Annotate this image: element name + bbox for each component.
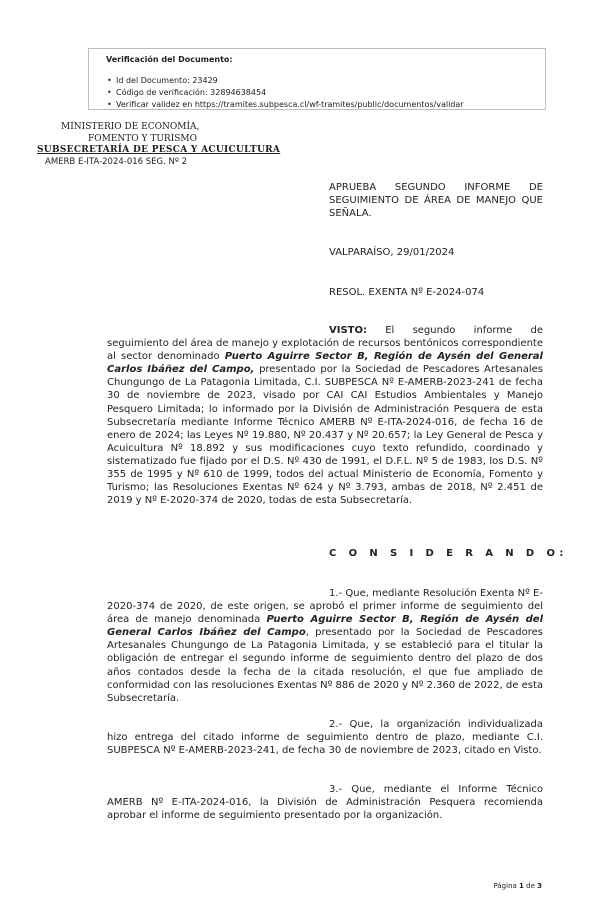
verification-code: • Código de verificación: 32894638454 bbox=[106, 87, 545, 99]
considerando-2-text: 2.- Que, la organización individualizada hizo entrega del citado informe de seguimiento dentro de plazo, mediante C.I. SUBPESCA Nº E-AMERB-2023-241, de fecha 30 de noviembre de 2023, citado en Visto. bbox=[107, 719, 543, 757]
page-number: 1 bbox=[519, 882, 524, 890]
page-footer bbox=[493, 882, 542, 890]
considerando-2 bbox=[107, 718, 543, 757]
document-date: VALPARAÍSO, 29/01/2024 bbox=[329, 247, 455, 258]
visto-text-1: El segundo informe de seguimiento del área de manejo y explotación de recursos bentónicos correspondiente al sector denominado bbox=[107, 325, 543, 363]
considerando-3-text: 3.- Que, mediante el Informe Técnico AMERB Nº E-ITA-2024-016, la División de Administración Pesquera recomienda aprobar el informe de seguimiento presentado por la organización. bbox=[107, 784, 543, 822]
verification-document-id: • Id del Documento: 23429 bbox=[106, 75, 545, 87]
considerando-1-area-name: Puerto Aguirre Sector B, Región de Aysén del General Carlos Ibáñez del Campo bbox=[107, 614, 543, 639]
total-pages: 3 bbox=[537, 882, 542, 890]
verification-url[interactable]: • Verificar validez en https://tramites.subpesca.cl/wf-tramites/public/documentos/validar bbox=[106, 99, 545, 110]
approval-summary: APRUEBA SEGUNDO INFORME DE SEGUIMIENTO DE ÁREA DE MANEJO QUE SEÑALA. bbox=[329, 182, 543, 219]
resolution-number: RESOL. EXENTA Nº E-2024-074 bbox=[329, 287, 485, 298]
considerando-1-text-2: , presentado por la Sociedad de Pescadores Artesanales Chungungo de La Patagonia Limitada, y se estableció para el titular la obligación de entregar el segundo informe de seguimiento dentro del plazo de dos años contados desde la fecha de la citada resolución, el que fue ampliado de conformidad con las resoluciones Exentas Nº 886 de 2020 y Nº 2.360 de 2022, de esta Subsecretaría. bbox=[107, 627, 543, 704]
ministry-name-line1: MINISTERIO DE ECONOMÍA, bbox=[61, 122, 200, 132]
page-word: Página bbox=[493, 882, 517, 890]
ministry-name-line2: FOMENTO Y TURISMO bbox=[88, 133, 198, 144]
verification-title: Verificación del Documento: bbox=[106, 55, 233, 64]
subsecretaria-name: SUBSECRETARÍA DE PESCA Y ACUICULTURA bbox=[37, 145, 281, 155]
considerando-heading: C O N S I D E R A N D O: bbox=[329, 548, 568, 559]
verification-list bbox=[106, 75, 545, 110]
verification-box bbox=[88, 48, 546, 110]
considerando-1-text-1: 1.- Que, mediante Resolución Exenta Nº E-2020-374 de 2020, de este origen, se aprobó el primer informe de seguimiento del área de manejo denominada bbox=[107, 588, 543, 626]
ministry-header bbox=[37, 122, 281, 168]
of-word: de bbox=[526, 882, 535, 890]
visto-paragraph bbox=[107, 324, 543, 507]
visto-text-2: presentado por la Sociedad de Pescadores Artesanales Chungungo de La Patagonia Limitada, C.I. SUBPESCA Nº E-AMERB-2023-241 de fecha 30 de noviembre de 2023, visado por CAI CAI Estudios Ambientales y Manejo Pesquero Limitada; lo informado por la División de Administración Pesquera de esta Subsecretaría mediante Informe Técnico AMERB Nº E-ITA-2024-016, de fecha 16 de enero de 2024; las Leyes Nº 19.880, Nº 20.437 y Nº 20.657; la Ley General de Pesca y Acuicultura Nº 18.892 y sus modificaciones cuyo texto refundido, coordinado y sistematizado fue fijado por el D.S. Nº 430 de 1991, el D.F.L. Nº 5 de 1983, los D.S. Nº 355 de 1995 y Nº 610 de 1999, todos del actual Ministerio de Economía, Fomento y Turismo; las Resoluciones Exentas Nº 624 y Nº 3.793, ambas de 2018, Nº 2.451 de 2019 y Nº E-2020-374 de 2020, todas de esta Subsecretaría. bbox=[107, 364, 543, 507]
reference-number: AMERB E-ITA-2024-016 SEG. Nº 2 bbox=[45, 156, 187, 167]
considerando-1 bbox=[107, 587, 543, 705]
visto-area-name: Puerto Aguirre Sector B, Región de Aysén del General Carlos Ibáñez del Campo, bbox=[107, 351, 543, 376]
considerando-3 bbox=[107, 783, 543, 822]
visto-label: VISTO: bbox=[329, 325, 367, 336]
